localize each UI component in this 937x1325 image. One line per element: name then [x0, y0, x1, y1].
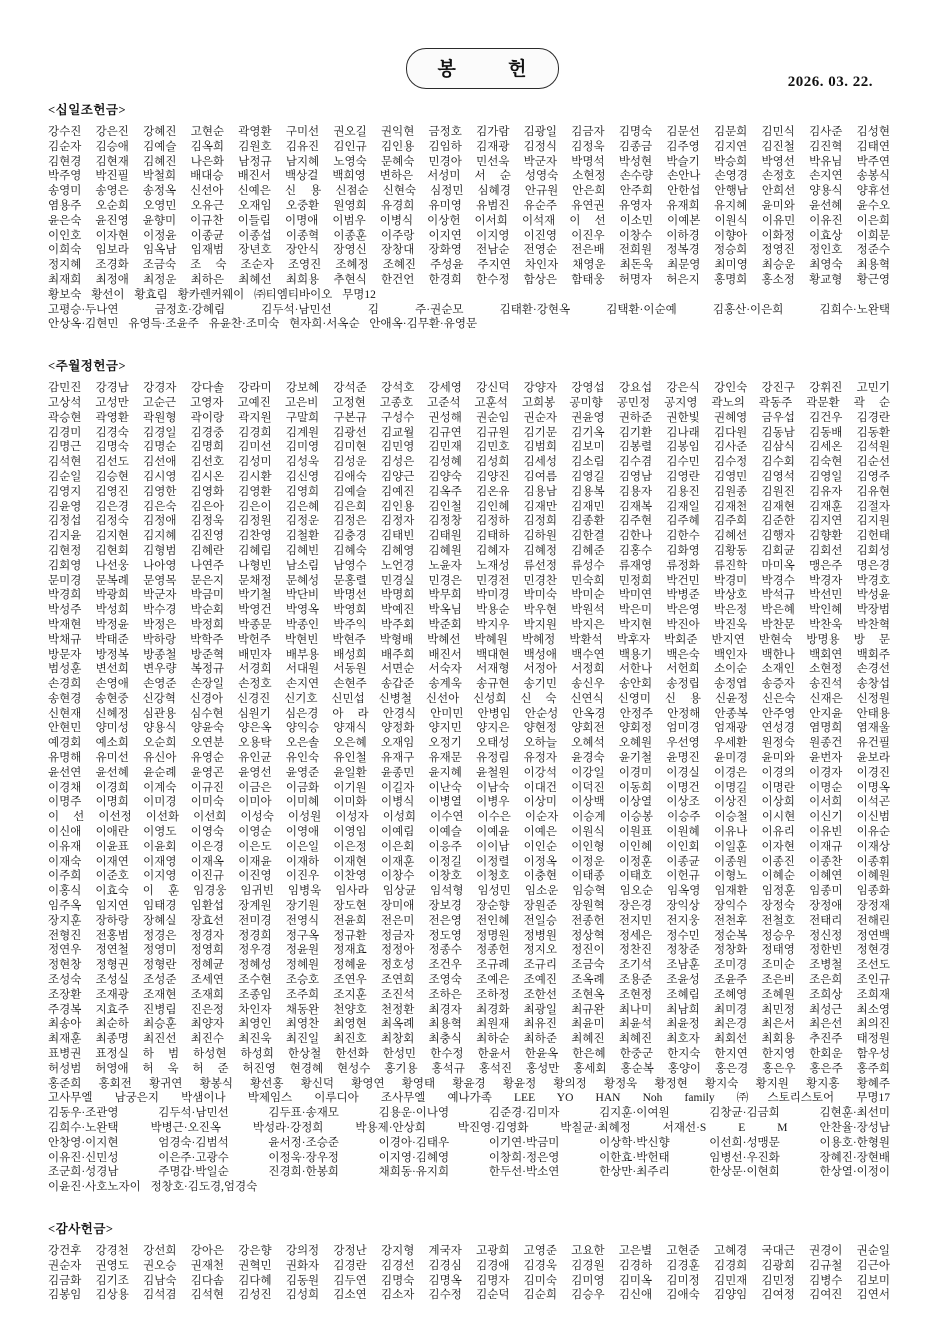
name-row: 이유진·신민성 이은주·고광수 이정욱·장우정 이지영·김혜영 이창희·정은영 이한효·박헌태 임병선·우진화 장혜진·장현배 [48, 1151, 890, 1164]
name-row: 고사무엘 남궁은지 박샘이나 박제임스 이루디아 조사무엘 예나가족 LEE YO HAN Noh family ㈜스토리스토어 무명17 [48, 1092, 890, 1105]
sections-container [48, 92, 890, 1303]
name-row: 신현재 신혜정 심관용 심수현 심원기 심은경 아 라 안경식 안미민 안병임 안순성 안옥경 안정주 안정해 안종복 안주영 안지윤 안태용 [48, 707, 890, 720]
name-row: 손경희 손영애 손영준 손장일 손정호 손지연 손현주 송갑준 송계욱 송규현 송기민 송신우 송안회 송정립 송정엽 송증자 송진석 송창섭 [48, 678, 890, 691]
name-row: 안상옥·김현민 유영득·조윤주 유윤찬·조미숙 현자희·서옥순 안애옥·김무환·유영문 [48, 318, 478, 331]
name-row: 홍준희 홍회전 황귀연 황봉식 황선홍 황신덕 황영연 황영태 황윤경 황윤정 황의정 황정욱 황정현 황지숙 황지원 황지홍 황혜주 [48, 1077, 890, 1090]
name-row: 감민진 강경남 강경자 강다솔 강라미 강보혜 강석준 강석호 강세영 강신덕 강양자 강영섭 강요섭 강은식 강인숙 강진구 강휘진 고민기 [48, 382, 890, 395]
name-row: 김지윤 김지현 김지혜 김진영 김찬영 김철환 김충경 김태빈 김태원 김태하 김하원 김한결 김한나 김한수 김혜선 김행자 김향환 김헌태 [48, 530, 890, 543]
name-row: 김희수·노완택 박병근·오진옥 박성라·강정희 박용제·안상희 박진영·김영화 박칠균·최혜정 서재선·S E M 안찬율·장성남 [48, 1122, 890, 1134]
name-row: 이경채 이경희 이계숙 이규진 이금은 이금화 이기원 이길자 이난숙 이남숙 이대건 이덕진 이동희 이명건 이명길 이명란 이명순 이명옥 [48, 781, 890, 794]
name-row: 김명근 김명숙 김명순 김명희 김미선 김미영 김미현 김민영 김민재 김민호 김범희 김보미 김봉렬 김봉임 김사준 김삼식 김세온 김석원 [48, 441, 890, 454]
name-row: 정연우 정연철 정영미 정영희 정우경 정윤원 정재효 정정아 정종수 정종헌 정지오 정진이 정찬진 정창준 정창화 정태영 정한빈 정현경 [48, 944, 890, 957]
name-row: 이신애 이애란 이영도 이영숙 이영순 이영애 이영임 이예림 이예슬 이예윤 이예은 이원식 이원표 이원혜 이유나 이유리 이유빈 이유순 [48, 826, 890, 839]
name-row: 예경회 예소희 오순희 오연분 오용탁 오은솔 오은혜 오재임 오정기 오태성 오하늘 오혜석 오혜원 우선영 우세환 원정숙 원종건 유건필 [48, 737, 890, 750]
name-row: 방문자 방정복 방종철 방준혁 배민자 배부용 배성희 배주희 배진서 백대현 백성애 백수연 백용기 백은숙 백인자 백한나 백회연 백회주 [48, 648, 890, 661]
name-row: 권순자 권영도 권오승 권재천 권혁민 권화자 김경란 김경선 김경심 김경애 김경욱 김경원 김경하 김경훈 김경희 김광희 김규철 김근아 [48, 1259, 890, 1272]
name-row: 고평승·두나연 금정호·강혜림 김두석·남민선 김 주·권순모 김태환·강현옥 김택환·이순예 김홍산·이은희 김희수·노완택 [48, 303, 890, 316]
name-row: 장지훈 장하랑 장혜실 장효선 전미경 전영식 전윤희 전은미 전은영 전인혜 전일승 전종헌 전지민 전지웅 전천후 전철호 전태리 전해린 [48, 914, 890, 927]
name-row: 이주희 이준호 이지영 이진규 이진영 이진우 이찬영 이창수 이창호 이청호 이충현 이태종 이태호 이헌규 이형노 이혜순 이혜연 이혜원 [48, 870, 890, 883]
name-row: 박경희 박광희 박군자 박금미 박기철 박단비 박명선 박명희 박무희 박미경 박미숙 박미순 박미연 박병준 박상호 박석규 박선민 박성윤 [48, 589, 890, 602]
name-row: 김윤영 김은경 김은숙 김은아 김은이 김은혜 김은희 김인용 김인철 김인혜 김재만 김재민 김재복 김재일 김재천 김재현 김재훈 김절자 [48, 500, 890, 513]
name-row: 이재숙 이재연 이재영 이재옥 이재윤 이재하 이재현 이재훈 이정길 이정렬 이정옥 이정운 이정훈 이종균 이종원 이종진 이종찬 이종휘 [48, 855, 890, 868]
name-row: 박성주 박성희 박수경 박순회 박영건 박영옥 박영희 박예진 박옥님 박용순 박우현 박원석 박은미 박은영 박은정 박은혜 박인혜 박장범 [48, 604, 890, 617]
name-row: 강수진 강은진 강혜진 고현순 곽영환 구미선 권오길 권익현 금정호 김가람 김광일 김금자 김명숙 김문선 김문희 김민식 김사준 김성현 [48, 126, 890, 138]
name-row: 고상석 고성만 고순근 고영자 고예진 고은비 고정현 고종호 고준석 고훈석 고희봉 공미향 공민정 공지영 곽노의 곽동주 곽문환 곽 순 [48, 396, 890, 409]
name-row: 이유재 이윤표 이윤회 이은경 이은도 이은일 이은정 이은회 이응주 이이남 이인순 이인형 이인혜 이인회 이일훈 이자현 이재규 이재상 [48, 840, 890, 853]
name-row: 박채규 박태준 박하랑 박학주 박헌주 박현빈 박현주 박형배 박혜선 박혜원 박혜정 박환석 박후자 박회준 반지연 반현숙 방명용 방 문 [48, 633, 890, 646]
name-row: 김봉임 김상용 김석겸 김석현 김성진 김성희 김소연 김소자 김수정 김순덕 김순희 김승우 김신애 김애숙 김양임 김여정 김여진 김연서 [48, 1289, 890, 1302]
page-title: 봉 헌 [437, 59, 528, 80]
name-row: 김현정 김현회 김형범 김혜란 김혜림 김혜빈 김혜숙 김혜영 김혜원 김혜자 김혜정 김혜준 김홍수 김화영 김황동 김회균 김회선 김회성 [48, 544, 890, 557]
name-row: 이인호 이자현 이정윤 이종균 이종섭 이종혁 이종훈 이주랑 이지연 이지영 이진영 이진우 이창수 이하경 이향아 이화정 이효상 이희문 [48, 229, 890, 242]
name-row: 곽승현 곽영환 곽원형 곽이랑 곽지원 구말희 구본규 구성수 권성해 권순임 권순자 권윤영 권하준 권한빛 권혜영 금우섭 김건우 김경란 [48, 411, 890, 424]
name-row: 염용주 오순희 오영민 오유근 오재임 오중환 원영희 유경희 유미영 유범진 유순주 유연권 유영자 유재희 유지혜 윤미와 윤선혜 윤수오 [48, 199, 890, 212]
name-row: 김정섭 김정숙 김정애 김정욱 김정원 김정운 김정은 김정자 김정창 김정하 김정희 김종환 김주현 김주혜 김주희 김준한 김지연 김지원 [48, 515, 890, 528]
name-row: 김회영 나선웅 나아영 나연주 나형빈 남소림 남영수 노언경 노윤자 노재성 류선정 류성수 류재영 류정화 류진학 마미옥 맹은주 명은경 [48, 559, 890, 572]
name-row: 강건후 강경천 강선희 강아은 강은향 강의정 강정난 강지형 계국자 고광희 고영준 고요한 고은별 고현준 고혜경 국대근 권경이 권순일 [48, 1244, 890, 1257]
name-row: 윤선연 윤선혜 윤순례 윤영곤 윤영선 윤영준 윤일환 윤종민 윤지혜 윤철원 이강석 이강일 이경미 이경실 이경은 이경의 이경자 이경진 [48, 766, 890, 779]
name-row: 범성훈 변선희 변우량 복정규 서경희 서대원 서동원 서면순 서숙자 서재형 서정아 서정희 서한나 서헌희 소이순 소재인 소현정 손경선 [48, 663, 890, 676]
name-row: 박주영 박진필 박철희 배대승 배진서 백상걸 백희영 변하은 서성미 서 순 성영숙 소현정 손수량 손안나 손영경 손정호 손지연 송봉식 [48, 170, 890, 183]
name-row: 정지혜 조경화 조금숙 조 숙 조순자 조영진 조혜정 조혜진 주성윤 주지연 차인자 채영운 최돈욱 최문영 최미영 최승운 최영숙 최용혁 [48, 259, 890, 272]
name-row: 송영미 송영은 송정옥 신선아 신예은 신 용 신점순 신현숙 심정민 심혜경 안규원 안은희 안주희 안한섭 안행남 안희선 양용식 양휴선 [48, 185, 890, 198]
name-row: 조성숙 조성실 조성준 조세연 조수현 조승호 조연우 조연희 조영숙 조예은 조예진 조옥례 조용준 조윤성 조윤주 조은비 조은희 조인규 [48, 974, 890, 987]
name-row: 전형진 전홍범 정경은 정경자 정경희 정구옥 정규환 정금자 정도영 정명원 정병원 정상혁 정세은 정수민 정순복 정승우 정신정 정연백 [48, 929, 890, 942]
name-row: 허성범 허영애 허 욱 허 준 허진영 현경혜 현성수 홍기용 홍석규 홍석진 홍성만 홍세회 홍순복 홍양이 홍은경 홍은우 홍은주 홍주희 [48, 1062, 890, 1075]
name-row: 김동우·조관영 김두석·남민선 김두표·송재모 김용운·이나영 김준경·김미자 김지훈·이여원 김창균·김금희 김현훈·최선미 [48, 1107, 890, 1120]
date-label: 2026. 03. 22. [787, 74, 873, 90]
section-heading: <십일조헌금> [48, 103, 127, 117]
name-row: 안현민 양미성 양용식 양윤숙 양은옥 양익승 양재식 양정화 양지민 양지은 양현정 양회전 양회정 엄미경 엄재광 연성경 염명희 염재울 [48, 722, 890, 735]
name-row: 박재현 박정윤 박정은 박정희 박종문 박종인 박주익 박주회 박준회 박지우 박지원 박지은 박지현 박진아 박진욱 박찬문 박찬욱 박찬혁 [48, 618, 890, 631]
section-heading: <감사헌금> [48, 1221, 114, 1236]
name-row: 김경미 김경숙 김경일 김경중 김경희 김계원 김광선 김교월 김규연 김규원 김기문 김기옥 김기환 김나래 김다원 김동남 김동배 김동환 [48, 426, 890, 439]
name-row: 김영지 김영진 김영한 김영화 김영환 김영희 김예슬 김예진 김옥주 김온유 김용남 김용복 김용자 김용진 김원종 김원진 김유자 김유현 [48, 485, 890, 498]
name-row: 김순일 김승현 김시영 김시온 김시환 김신영 김애숙 김양근 김양숙 김양진 김여름 김영길 김영남 김영란 김영민 김영석 김영일 김영주 [48, 470, 890, 483]
name-row: 이 선 이선정 이선화 이선희 이성숙 이성원 이성자 이성희 이수연 이수은 이순자 이승계 이승봉 이승주 이승철 이시현 이신기 이신범 [48, 811, 890, 824]
name-row: 이홍식 이효숙 이 훈 임경웅 임귀빈 임병욱 임사라 임상균 임석형 임성민 임소운 임승혁 임오순 임옥영 임재환 임정훈 임종미 임종화 [48, 885, 890, 898]
name-row: 이윤진·사호노자이 정창호·김도경,엄경숙 [48, 1181, 258, 1194]
name-row: 송현경 송현중 신강혁 신경아 신경진 신기호 신민섭 신병철 신선아 신성희 신 숙 신연식 신영미 신 용 신윤정 신은숙 신재은 신정원 [48, 692, 890, 705]
name-row: 정현창 정형권 정형란 정혜균 정혜성 정혜원 정혜윤 정호성 조건우 조규례 조규리 조금숙 조기석 조남훈 조미경 조미순 조병철 조선도 [48, 959, 890, 972]
name-row: 주경복 지효주 진병림 진은정 차인자 채동완 천양호 천정환 최경자 최경화 최광일 최규완 최나미 최남희 최미경 최민정 최성근 최소영 [48, 1003, 890, 1016]
name-row: 윤은숙 윤진영 윤향미 이규찬 이들림 이명애 이범우 이병식 이상헌 이서희 이석재 이 선 이소민 이예본 이원식 이유민 이유진 이은희 [48, 214, 890, 227]
name-row: 김석현 김선도 김선애 김선호 김성미 김성욱 김성운 김성은 김성혜 김성희 김세성 김소림 김수겸 김수민 김수정 김수회 김숙현 김순선 [48, 456, 890, 469]
name-row: 최송아 최순하 최승훈 최양자 최영인 최영찬 최영현 최옥례 최용혁 최원재 최유진 최윤미 최윤석 최윤정 최은경 최은서 최은선 최의진 [48, 1018, 890, 1031]
name-row: 이명주 이명희 이미경 이미숙 이미아 이미혜 이미화 이병식 이병열 이병우 이상미 이상백 이상열 이상조 이상진 이상희 이서희 이석곤 [48, 796, 890, 809]
name-row: 안창영·이지현 엄경숙·김범석 윤서정·조승준 이경아·김태우 이기연·박금미 이상학·박신향 이선희·성맹문 이용호·한형원 [48, 1136, 890, 1149]
name-row: 조군희·성경남 주명갑·박일순 진경희·한봉희 채희동·유지희 한두선·박소연 한상만·최주리 한상문·이현희 한상열·이정이 [48, 1166, 890, 1179]
name-row: 황보숙 황선이 황효림 황카렌커웨이 ㈜티엠티바이오 무명12 [48, 288, 376, 301]
name-row: 조장환 조재광 조재현 조재희 조종임 조주희 조지훈 조진석 조하은 조하정 조한선 조현옥 조현정 조혜림 조혜영 조혜원 조희상 조희재 [48, 988, 890, 1001]
name-row: 문미경 문복례 문영목 문은지 문채정 문혜성 문홍렬 민경실 민경은 민경전 민경찬 민숙희 민정희 박건민 박경미 박경수 박경자 박경호 [48, 574, 890, 587]
name-row: 이희숙 임보라 임옥남 임재범 장년호 장안식 장영신 장창대 장화영 전남순 전영순 전은배 전희원 정복경 정승희 정영진 정인호 정준수 [48, 244, 890, 257]
name-row: 유명해 유미선 유신아 유영순 유인균 유인숙 유인철 유재구 유재문 유정림 유정자 윤경숙 윤기철 윤명진 윤미경 윤미와 윤번자 윤보라 [48, 752, 890, 765]
name-row: 임주옥 임지연 임태경 임환섭 장계원 장기원 장도현 장미애 장보경 장순향 장원준 장원혁 장은경 장익상 장익수 장정숙 장정애 장정재 [48, 900, 890, 913]
section-heading: <주월정헌금> [48, 359, 127, 374]
name-row: 김순자 김승애 김예슬 김옥희 김원호 김유진 김인규 김인용 김임하 김재광 김정식 김정욱 김종금 김주영 김지연 김진철 김진혁 김태연 [48, 140, 890, 153]
name-row: 김금화 김기조 김남숙 김다솜 김다혜 김동원 김두연 김명숙 김명옥 김명자 김미숙 김미영 김미옥 김미정 김민재 김민정 김병수 김보미 [48, 1274, 890, 1287]
name-row: 최재희 최정애 최정운 최하은 최혜선 최희용 추현식 한건언 한경희 한수정 함상은 함태웅 허명자 허은지 홍명희 홍소정 황교형 황근영 [48, 273, 890, 286]
name-row: 최재훈 최종명 최진선 최진수 최진욱 최진일 최진호 최창회 최충식 최하순 최하준 최혜진 최혜진 최호자 최회선 최회용 추진주 태정원 [48, 1033, 890, 1046]
name-row: 김현경 김현재 김혜진 나은화 남정규 남지혜 노영숙 문혜숙 민경아 민선욱 박군자 박명석 박성현 박슬기 박승희 박영선 박유님 박주연 [48, 155, 890, 168]
name-row: 표병권 표정실 하 범 하성현 하성희 한상철 한선화 한성민 한수정 한윤서 한윤옥 한은혜 한중군 한지숙 한지연 한지영 한회운 함우성 [48, 1048, 890, 1061]
title-badge [406, 48, 558, 89]
